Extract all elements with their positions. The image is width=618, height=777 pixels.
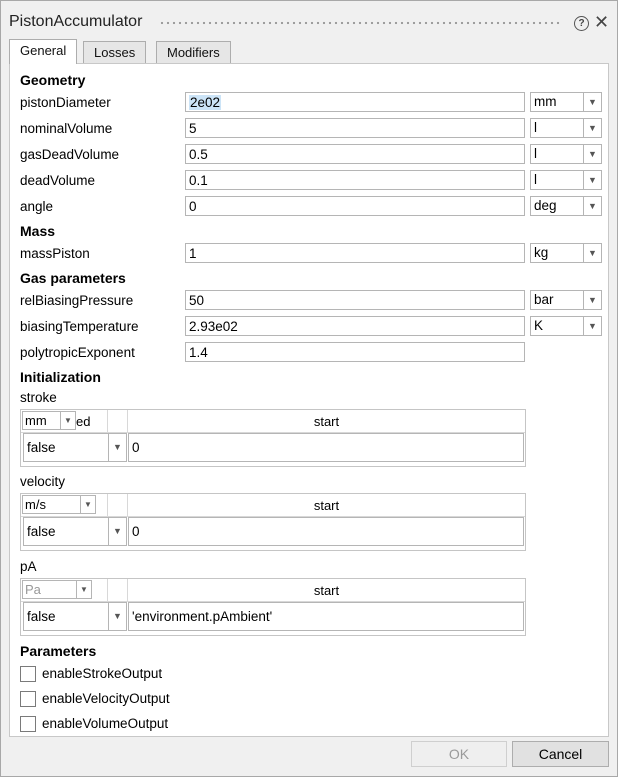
label-nominalVolume: nominalVolume bbox=[20, 121, 113, 136]
label-relBiasingPressure: relBiasingPressure bbox=[20, 293, 134, 308]
relBiasingPressure-unit-select[interactable] bbox=[530, 290, 602, 310]
title-bar[interactable] bbox=[1, 1, 617, 37]
label-gasDeadVolume: gasDeadVolume bbox=[20, 147, 120, 162]
pistonDiameter-unit-select[interactable] bbox=[530, 92, 602, 112]
enableVolumeOutput-label: enableVolumeOutput bbox=[42, 716, 169, 731]
chevron-down-icon[interactable]: ▼ bbox=[108, 603, 126, 630]
chevron-down-icon[interactable]: ▼ bbox=[60, 412, 75, 429]
chevron-down-icon[interactable]: ▼ bbox=[583, 145, 601, 163]
chevron-down-icon[interactable]: ▼ bbox=[583, 119, 601, 137]
table-row bbox=[21, 432, 525, 464]
angle-input[interactable]: 0 bbox=[185, 196, 525, 216]
velocity-grid bbox=[20, 493, 526, 551]
section-parameters: Parameters bbox=[20, 643, 97, 659]
chevron-down-icon[interactable]: ▼ bbox=[80, 496, 95, 513]
pistonDiameter-input[interactable] bbox=[185, 92, 525, 112]
start-header: start bbox=[313, 414, 340, 429]
velocity-unit-select[interactable] bbox=[22, 495, 96, 514]
label-angle: angle bbox=[20, 199, 54, 214]
nominalVolume-unit-select[interactable] bbox=[530, 118, 602, 138]
ok-button[interactable]: OK bbox=[411, 741, 507, 767]
pA-fixed-select[interactable] bbox=[23, 602, 127, 631]
chevron-down-icon[interactable]: ▼ bbox=[583, 171, 601, 189]
grid-header bbox=[21, 410, 525, 433]
chevron-down-icon[interactable]: ▼ bbox=[583, 244, 601, 262]
section-initialization: Initialization bbox=[20, 369, 101, 385]
gasDeadVolume-unit-select[interactable] bbox=[530, 144, 602, 164]
massPiston-unit: kg bbox=[534, 245, 549, 260]
drag-grip[interactable] bbox=[159, 20, 561, 26]
pA-grid bbox=[20, 578, 526, 636]
label-velocity: velocity bbox=[20, 474, 66, 489]
pA-unit-select[interactable] bbox=[22, 580, 92, 599]
column-divider[interactable] bbox=[107, 494, 108, 516]
tab-general[interactable]: General bbox=[9, 39, 77, 64]
pA-unit: Pa bbox=[25, 582, 41, 597]
table-row bbox=[21, 516, 525, 548]
label-pistonDiameter: pistonDiameter bbox=[20, 95, 111, 110]
nominalVolume-unit: l bbox=[534, 120, 537, 135]
chevron-down-icon[interactable]: ▼ bbox=[108, 434, 126, 461]
window-title: PistonAccumulator bbox=[9, 13, 143, 30]
close-icon[interactable]: ✕ bbox=[594, 12, 610, 32]
label-deadVolume: deadVolume bbox=[20, 173, 96, 188]
nominalVolume-input[interactable]: 5 bbox=[185, 118, 525, 138]
biasingTemperature-input[interactable]: 2.93e02 bbox=[185, 316, 525, 336]
stroke-start-input[interactable]: 0 bbox=[128, 433, 524, 462]
grid-header bbox=[21, 579, 525, 602]
stroke-fixed-value: false bbox=[27, 440, 56, 455]
pA-fixed-value: false bbox=[27, 609, 56, 624]
angle-unit: deg bbox=[534, 198, 557, 213]
velocity-fixed-select[interactable] bbox=[23, 517, 127, 546]
table-row bbox=[21, 601, 525, 633]
pA-start-input[interactable]: 'environment.pAmbient' bbox=[128, 602, 524, 631]
deadVolume-unit-select[interactable] bbox=[530, 170, 602, 190]
grid-header bbox=[21, 494, 525, 517]
gasDeadVolume-unit: l bbox=[534, 146, 537, 161]
cancel-button[interactable]: Cancel bbox=[512, 741, 609, 767]
relBiasingPressure-input[interactable]: 50 bbox=[185, 290, 525, 310]
enableStrokeOutput-label: enableStrokeOutput bbox=[42, 666, 163, 681]
label-polytropicExponent: polytropicExponent bbox=[20, 345, 135, 360]
stroke-fixed-select[interactable] bbox=[23, 433, 127, 462]
label-biasingTemperature: biasingTemperature bbox=[20, 319, 139, 334]
chevron-down-icon[interactable]: ▼ bbox=[108, 518, 126, 545]
column-divider[interactable] bbox=[107, 579, 108, 601]
massPiston-unit-select[interactable] bbox=[530, 243, 602, 263]
column-divider[interactable] bbox=[107, 410, 108, 432]
gasDeadVolume-input[interactable]: 0.5 bbox=[185, 144, 525, 164]
pistonDiameter-value: 2e02 bbox=[190, 95, 221, 110]
stroke-unit: mm bbox=[25, 413, 47, 428]
stroke-unit-select[interactable] bbox=[22, 411, 76, 430]
help-icon[interactable]: ? bbox=[574, 16, 589, 31]
velocity-start-input[interactable]: 0 bbox=[128, 517, 524, 546]
pistonDiameter-unit: mm bbox=[534, 94, 557, 109]
chevron-down-icon[interactable]: ▼ bbox=[583, 291, 601, 309]
enableStrokeOutput-checkbox[interactable] bbox=[20, 666, 36, 682]
section-gas-parameters: Gas parameters bbox=[20, 270, 126, 286]
section-geometry: Geometry bbox=[20, 72, 86, 88]
label-pA: pA bbox=[20, 559, 37, 574]
chevron-down-icon[interactable]: ▼ bbox=[76, 581, 91, 598]
deadVolume-unit: l bbox=[534, 172, 537, 187]
chevron-down-icon[interactable]: ▼ bbox=[583, 197, 601, 215]
enableVolumeOutput-checkbox[interactable] bbox=[20, 716, 36, 732]
chevron-down-icon[interactable]: ▼ bbox=[583, 317, 601, 335]
biasingTemperature-unit-select[interactable] bbox=[530, 316, 602, 336]
general-panel bbox=[9, 63, 609, 737]
relBiasingPressure-unit: bar bbox=[534, 292, 554, 307]
velocity-unit: m/s bbox=[25, 497, 46, 512]
label-massPiston: massPiston bbox=[20, 246, 90, 261]
fixed-header-fragment: ed bbox=[76, 414, 91, 429]
label-stroke: stroke bbox=[20, 390, 57, 405]
tab-modifiers[interactable]: Modifiers bbox=[156, 41, 231, 63]
polytropicExponent-input[interactable]: 1.4 bbox=[185, 342, 525, 362]
velocity-fixed-value: false bbox=[27, 524, 56, 539]
biasingTemperature-unit: K bbox=[534, 318, 544, 333]
angle-unit-select[interactable] bbox=[530, 196, 602, 216]
start-header: start bbox=[313, 583, 340, 598]
enableVelocityOutput-checkbox[interactable] bbox=[20, 691, 36, 707]
stroke-grid bbox=[20, 409, 526, 467]
enableVelocityOutput-label: enableVelocityOutput bbox=[42, 691, 170, 706]
massPiston-input[interactable]: 1 bbox=[185, 243, 525, 263]
section-mass: Mass bbox=[20, 223, 56, 239]
start-header: start bbox=[313, 498, 340, 513]
chevron-down-icon[interactable]: ▼ bbox=[583, 93, 601, 111]
deadVolume-input[interactable]: 0.1 bbox=[185, 170, 525, 190]
tab-losses[interactable]: Losses bbox=[83, 41, 146, 63]
